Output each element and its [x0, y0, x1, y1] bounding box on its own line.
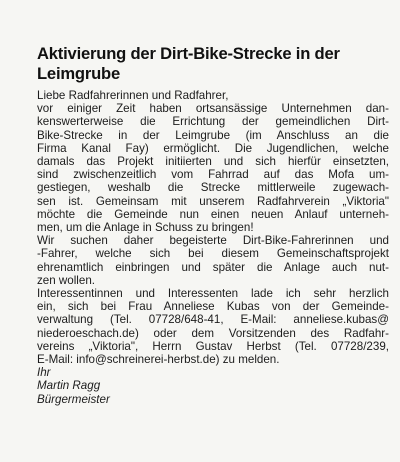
body-line: sind zwischenzeitlich vom Fahrrad auf das Mofa um- — [37, 168, 389, 182]
body-line: verwaltung (Tel. 07728/648-41, E-Mail: anneliese.kubas@ — [37, 313, 389, 327]
body-line: Wir suchen daher begeisterte Dirt-Bike-Fahrerinnen und — [37, 234, 389, 248]
body-line: kenswerterweise die Errichtung der gemeindlichen Dirt- — [37, 115, 389, 129]
body-line: zen wollen. — [37, 273, 96, 287]
body-line: sen ist. Gemeinsam mit unserem Radfahrverein „Viktoria" — [37, 194, 389, 208]
body-line: -Fahrer, welche sich bei diesem Gemeinschaftsprojekt — [37, 247, 389, 261]
signature-role: Bürgermeister — [37, 392, 110, 406]
body-line: Firma Kanal Fay) ermöglicht. Die Jugendlichen, welche — [37, 141, 389, 155]
signature-name: Martin Ragg — [37, 379, 101, 393]
body-line: Bike-Strecke in der Leimgrube (im Anschluss an die — [37, 128, 389, 142]
salutation: Liebe Radfahrerinnen und Radfahrer, — [37, 89, 229, 102]
article-body — [37, 89, 389, 406]
body-line: vereins „Viktoria", Herrn Gustav Herbst (Tel. 07728/239, — [37, 339, 389, 353]
body-line: vor einiger Zeit haben ortsansässige Unternehmen dan- — [37, 102, 389, 116]
body-line: niederoeschach.de) oder dem Vorsitzenden des Radfahr- — [37, 326, 389, 340]
body-line: Interessentinnen und Interessenten lade ich sehr herzlich — [37, 287, 389, 301]
article-title-line: Leimgrube — [37, 64, 121, 83]
signature-closing: Ihr — [37, 366, 51, 380]
body-line: E-Mail: info@schreinerei-herbst.de) zu melden. — [37, 353, 280, 367]
body-line: damals das Projekt initiierten und sich hierfür einsetzten, — [37, 155, 389, 169]
article-title — [37, 44, 387, 84]
body-line: möchte die Gemeinde nun einen neuen Anlauf unterneh- — [37, 207, 389, 221]
body-line: ehrenamtlich einbringen und später die Anlage auch nut- — [37, 260, 389, 274]
article-title-line: Aktivierung der Dirt-Bike-Strecke in der — [37, 44, 340, 63]
body-line: ein, sich bei Frau Anneliese Kubas von der Gemeinde- — [37, 300, 389, 314]
body-line: gestiegen, weshalb die Strecke mittlerweile zugewach- — [37, 181, 389, 195]
body-line: men, um die Anlage in Schuss zu bringen! — [37, 221, 254, 235]
